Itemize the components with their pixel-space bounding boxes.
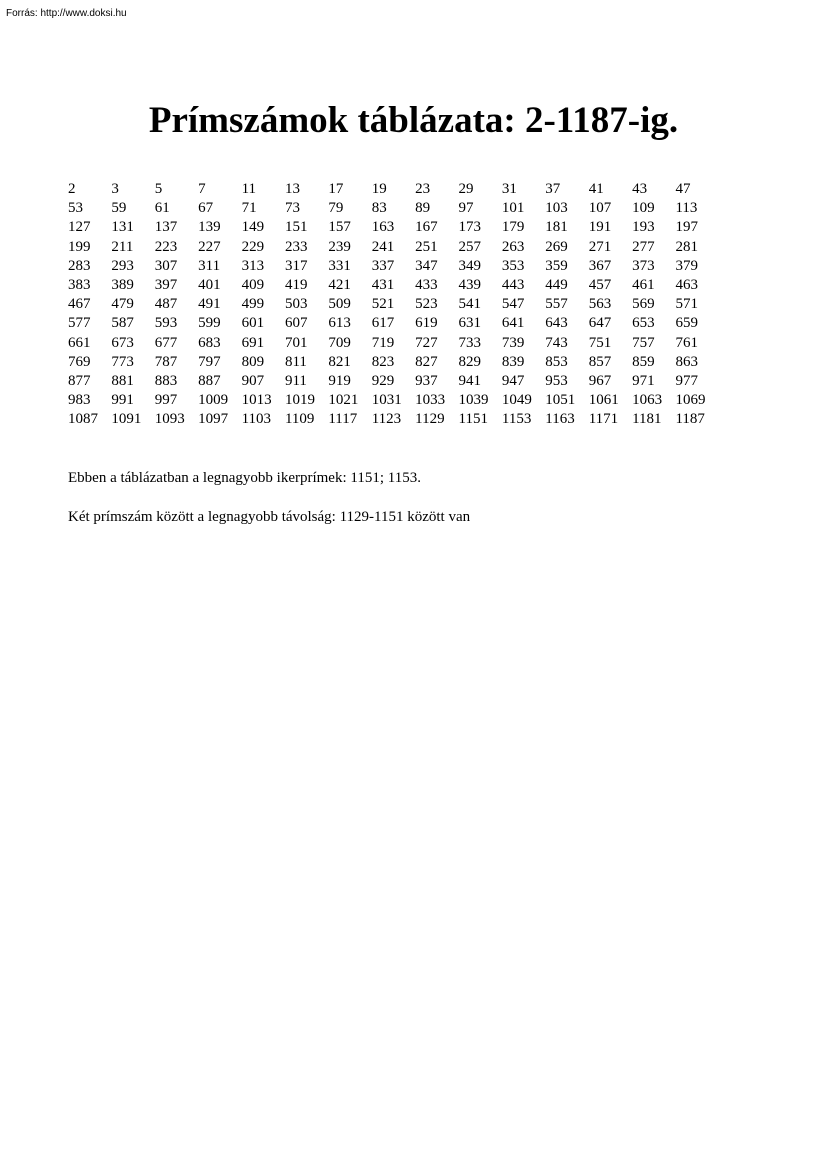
prime-cell: 809	[241, 353, 265, 370]
prime-cell: 379	[675, 257, 698, 274]
prime-cell: 331	[328, 257, 351, 274]
prime-cell: 1123	[371, 411, 402, 428]
prime-cell: 887	[198, 373, 221, 390]
prime-cell: 97	[458, 200, 474, 217]
prime-cell: 653	[632, 315, 655, 332]
prime-cell: 373	[632, 257, 655, 274]
prime-cell: 1109	[284, 411, 315, 428]
prime-cell: 701	[284, 334, 308, 351]
prime-cell: 479	[111, 296, 134, 313]
prime-cell: 233	[284, 238, 308, 255]
prime-cell: 907	[241, 373, 265, 390]
prime-cell: 1097	[198, 411, 229, 428]
prime-cell: 269	[545, 238, 568, 255]
prime-cell: 853	[545, 353, 568, 370]
prime-cell: 229	[241, 238, 265, 255]
source-attribution: Forrás: http://www.doksi.hu	[6, 8, 127, 19]
prime-cell: 941	[458, 373, 482, 390]
table-row	[68, 372, 719, 391]
prime-cell: 619	[415, 315, 438, 332]
prime-cell: 277	[632, 238, 655, 255]
prime-cell: 239	[328, 238, 351, 255]
prime-cell: 383	[68, 277, 91, 294]
prime-cell: 647	[588, 315, 612, 332]
prime-cell: 463	[675, 277, 698, 294]
prime-cell: 109	[632, 200, 655, 217]
prime-table-body	[68, 180, 719, 430]
prime-cell: 293	[111, 257, 134, 274]
prime-cell: 733	[458, 334, 482, 351]
table-row	[68, 334, 719, 353]
prime-cell: 397	[154, 277, 178, 294]
prime-cell: 773	[111, 353, 134, 370]
prime-cell: 859	[632, 353, 655, 370]
prime-cell: 401	[198, 277, 221, 294]
prime-cell: 151	[284, 219, 308, 236]
prime-cell: 829	[458, 353, 482, 370]
table-row	[68, 199, 719, 218]
prime-cell: 251	[415, 238, 438, 255]
prime-cell: 1069	[675, 392, 706, 409]
prime-cell: 349	[458, 257, 482, 274]
prime-cell: 1061	[588, 392, 619, 409]
prime-cell: 769	[68, 353, 91, 370]
prime-cell: 347	[415, 257, 438, 274]
prime-cell: 929	[371, 373, 395, 390]
prime-cell: 131	[111, 219, 134, 236]
prime-cell: 577	[68, 315, 91, 332]
prime-cell: 3	[111, 181, 119, 197]
table-row	[68, 180, 719, 199]
prime-cell: 359	[545, 257, 568, 274]
prime-cell: 223	[154, 238, 178, 255]
table-row	[68, 257, 719, 276]
prime-cell: 1171	[588, 411, 619, 428]
prime-cell: 607	[284, 315, 308, 332]
prime-cell: 503	[284, 296, 308, 313]
prime-cell: 179	[501, 219, 525, 236]
prime-cell: 547	[501, 296, 525, 313]
prime-cell: 157	[328, 219, 351, 236]
prime-cell: 61	[154, 200, 170, 217]
prime-cell: 43	[632, 181, 648, 197]
prime-cell: 761	[675, 334, 698, 351]
prime-cell: 1051	[545, 392, 576, 409]
prime-cell: 73	[284, 200, 300, 217]
prime-cell: 739	[501, 334, 525, 351]
prime-cell: 997	[154, 392, 178, 409]
prime-cell: 1087	[68, 411, 98, 428]
prime-cell: 467	[68, 296, 91, 313]
prime-cell: 367	[588, 257, 612, 274]
prime-cell: 149	[241, 219, 265, 236]
prime-cell: 1153	[501, 411, 532, 428]
prime-cell: 613	[328, 315, 351, 332]
prime-cell: 811	[284, 353, 307, 370]
prime-cell: 167	[415, 219, 438, 236]
prime-cell: 601	[241, 315, 265, 332]
prime-cell: 313	[241, 257, 265, 274]
prime-cell: 89	[415, 200, 431, 217]
prime-cell: 17	[328, 181, 344, 197]
largest-gap-note: Két prímszám között a legnagyobb távolság: 1129-1151 között van	[68, 509, 471, 525]
prime-cell: 457	[588, 277, 612, 294]
prime-cell: 29	[458, 181, 474, 197]
prime-cell: 137	[154, 219, 178, 236]
prime-cell: 521	[371, 296, 395, 313]
prime-cell: 5	[154, 181, 163, 197]
prime-cell: 881	[111, 373, 134, 390]
prime-cell: 409	[241, 277, 265, 294]
prime-cell: 317	[284, 257, 308, 274]
prime-cell: 661	[68, 334, 91, 351]
prime-cell: 101	[501, 200, 525, 217]
prime-cell: 953	[545, 373, 568, 390]
prime-cell: 821	[328, 353, 351, 370]
prime-table	[68, 180, 719, 430]
prime-cell: 433	[415, 277, 438, 294]
prime-cell: 7	[198, 181, 206, 197]
prime-cell: 193	[632, 219, 655, 236]
prime-cell: 449	[545, 277, 568, 294]
prime-cell: 977	[675, 373, 698, 390]
prime-cell: 919	[328, 373, 351, 390]
prime-cell: 163	[371, 219, 395, 236]
prime-cell: 587	[111, 315, 134, 332]
prime-cell: 571	[675, 296, 698, 313]
prime-cell: 877	[68, 373, 91, 390]
prime-cell: 227	[198, 238, 221, 255]
prime-cell: 593	[154, 315, 178, 332]
prime-cell: 617	[371, 315, 395, 332]
prime-cell: 757	[632, 334, 655, 351]
table-row	[68, 410, 719, 429]
prime-cell: 641	[501, 315, 525, 332]
prime-cell: 967	[588, 373, 612, 390]
prime-cell: 491	[198, 296, 221, 313]
prime-cell: 1093	[154, 411, 185, 428]
prime-cell: 79	[328, 200, 344, 217]
prime-cell: 19	[371, 181, 387, 197]
prime-cell: 911	[284, 373, 307, 390]
prime-cell: 727	[415, 334, 438, 351]
prime-cell: 1181	[632, 411, 662, 428]
prime-cell: 857	[588, 353, 612, 370]
prime-cell: 1063	[632, 392, 663, 409]
prime-cell: 883	[154, 373, 178, 390]
prime-cell: 283	[68, 257, 91, 274]
table-row	[68, 391, 719, 410]
prime-cell: 863	[675, 353, 698, 370]
prime-cell: 631	[458, 315, 482, 332]
prime-cell: 563	[588, 296, 612, 313]
prime-cell: 47	[675, 181, 691, 197]
prime-cell: 673	[111, 334, 134, 351]
prime-cell: 461	[632, 277, 655, 294]
prime-cell: 1117	[328, 411, 358, 428]
table-row	[68, 353, 719, 372]
prime-cell: 947	[501, 373, 525, 390]
prime-cell: 2	[68, 181, 76, 197]
prime-cell: 419	[284, 277, 308, 294]
prime-cell: 499	[241, 296, 265, 313]
prime-cell: 677	[154, 334, 178, 351]
prime-cell: 1033	[415, 392, 446, 409]
prime-cell: 719	[371, 334, 395, 351]
table-row	[68, 218, 719, 237]
prime-cell: 241	[371, 238, 395, 255]
prime-cell: 199	[68, 238, 91, 255]
prime-cell: 173	[458, 219, 482, 236]
prime-cell: 443	[501, 277, 525, 294]
prime-cell: 281	[675, 238, 698, 255]
prime-cell: 787	[154, 353, 178, 370]
prime-cell: 307	[154, 257, 178, 274]
prime-cell: 1031	[371, 392, 402, 409]
prime-cell: 643	[545, 315, 568, 332]
prime-cell: 13	[284, 181, 300, 197]
table-row	[68, 238, 719, 257]
prime-cell: 263	[501, 238, 525, 255]
prime-cell: 971	[632, 373, 655, 390]
prime-cell: 1187	[675, 411, 705, 428]
prime-cell: 439	[458, 277, 482, 294]
prime-cell: 41	[588, 181, 604, 197]
prime-cell: 569	[632, 296, 655, 313]
prime-cell: 743	[545, 334, 568, 351]
prime-cell: 541	[458, 296, 482, 313]
prime-cell: 107	[588, 200, 612, 217]
prime-cell: 1013	[241, 392, 272, 409]
prime-cell: 1103	[241, 411, 272, 428]
prime-cell: 37	[545, 181, 561, 197]
prime-cell: 797	[198, 353, 221, 370]
prime-cell: 1019	[284, 392, 315, 409]
prime-cell: 991	[111, 392, 134, 409]
prime-cell: 197	[675, 219, 698, 236]
prime-cell: 71	[241, 200, 257, 217]
prime-cell: 103	[545, 200, 568, 217]
prime-cell: 709	[328, 334, 351, 351]
prime-cell: 31	[501, 181, 517, 197]
twin-primes-note: Ebben a táblázatban a legnagyobb ikerprímek: 1151; 1153.	[68, 470, 421, 486]
prime-cell: 509	[328, 296, 351, 313]
prime-cell: 659	[675, 315, 698, 332]
prime-cell: 1039	[458, 392, 489, 409]
prime-cell: 23	[415, 181, 431, 197]
prime-cell: 113	[675, 200, 698, 217]
prime-cell: 83	[371, 200, 387, 217]
table-row	[68, 276, 719, 295]
prime-cell: 431	[371, 277, 395, 294]
prime-cell: 127	[68, 219, 91, 236]
prime-cell: 523	[415, 296, 438, 313]
prime-cell: 353	[501, 257, 525, 274]
prime-cell: 11	[241, 181, 257, 197]
prime-cell: 487	[154, 296, 178, 313]
prime-cell: 691	[241, 334, 265, 351]
prime-cell: 311	[198, 257, 221, 274]
prime-cell: 59	[111, 200, 127, 217]
prime-cell: 827	[415, 353, 438, 370]
prime-cell: 1129	[415, 411, 445, 428]
prime-cell: 557	[545, 296, 568, 313]
prime-cell: 1091	[111, 411, 142, 428]
prime-cell: 823	[371, 353, 395, 370]
prime-cell: 53	[68, 200, 83, 217]
prime-cell: 211	[111, 238, 134, 255]
prime-cell: 337	[371, 257, 395, 274]
prime-cell: 983	[68, 392, 91, 409]
prime-cell: 139	[198, 219, 221, 236]
prime-cell: 257	[458, 238, 482, 255]
prime-cell: 67	[198, 200, 214, 217]
prime-cell: 599	[198, 315, 221, 332]
prime-cell: 751	[588, 334, 612, 351]
prime-cell: 683	[198, 334, 221, 351]
prime-cell: 1021	[328, 392, 359, 409]
prime-cell: 421	[328, 277, 351, 294]
prime-cell: 1049	[501, 392, 532, 409]
prime-cell: 1151	[458, 411, 488, 428]
table-row	[68, 295, 719, 314]
prime-cell: 839	[501, 353, 525, 370]
prime-cell: 389	[111, 277, 134, 294]
prime-cell: 1163	[545, 411, 575, 428]
table-row	[68, 314, 719, 333]
prime-cell: 181	[545, 219, 568, 236]
prime-cell: 937	[415, 373, 438, 390]
prime-cell: 1009	[198, 392, 229, 409]
prime-cell: 271	[588, 238, 612, 255]
page-title: Prímszámok táblázata: 2-1187-ig.	[148, 100, 679, 141]
prime-cell: 191	[588, 219, 612, 236]
